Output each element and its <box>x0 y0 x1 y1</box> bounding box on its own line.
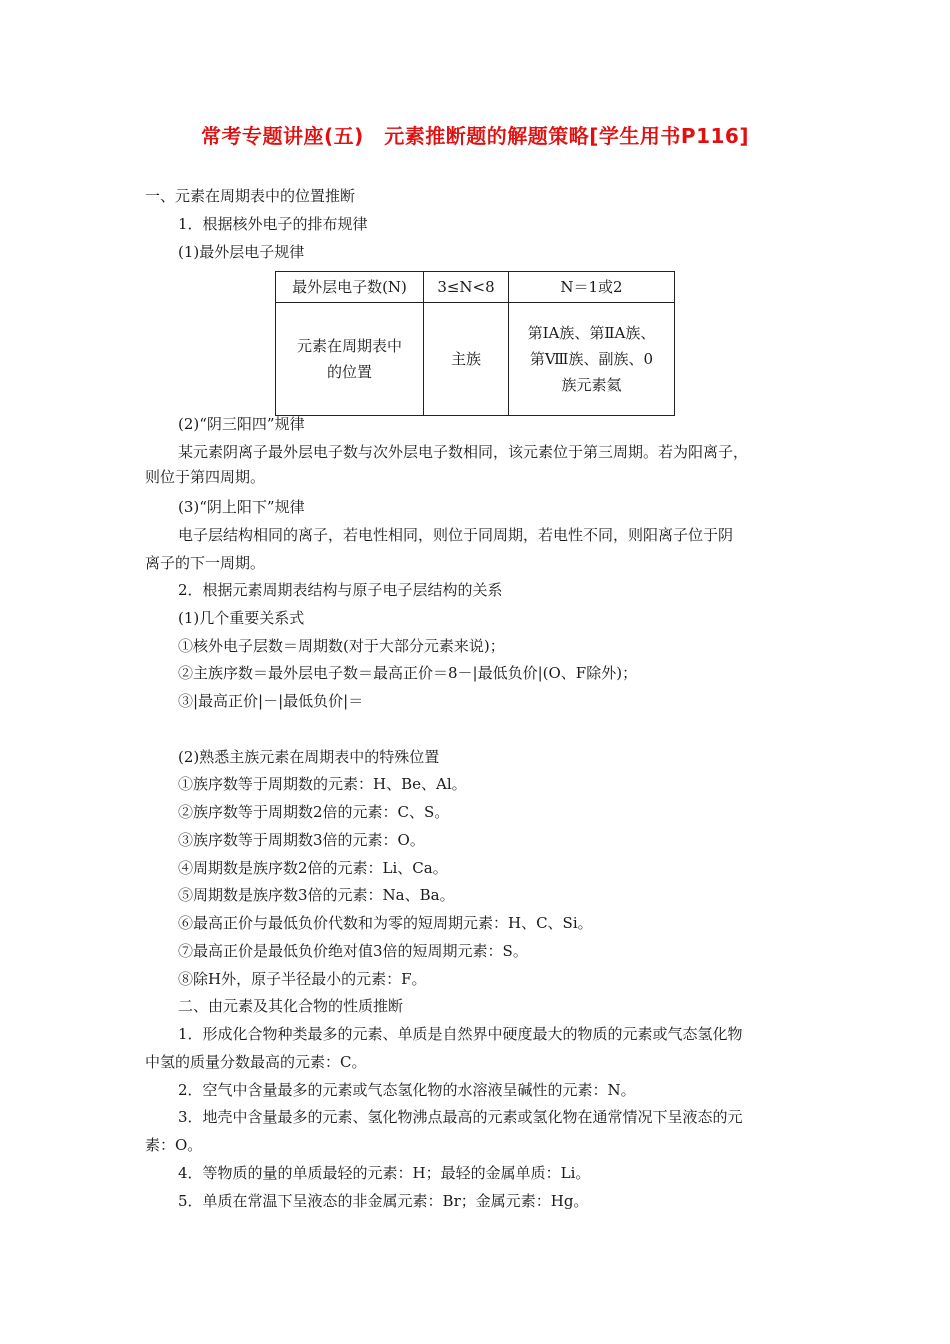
list-item: ⑥最高正价与最低负价代数和为零的短周期元素：H、C、Si。 <box>178 914 593 932</box>
paragraph-line: 5．单质在常温下呈液态的非金属元素：Br；金属元素：Hg。 <box>178 1192 589 1210</box>
list-item: ④周期数是族序数2倍的元素：Li、Ca。 <box>178 859 448 877</box>
subheading-1: 1．根据核外电子的排布规律 <box>178 215 368 233</box>
subheading-1-3: (3)“阴上阳下”规律 <box>178 498 305 516</box>
paragraph-line: 素：O。 <box>145 1136 203 1154</box>
document-title: 常考专题讲座(五) 元素推断题的解题策略[学生用书P116] <box>201 124 749 148</box>
list-item: ⑧除H外，原子半径最小的元素：F。 <box>178 970 427 988</box>
list-item: ②族序数等于周期数2倍的元素：C、S。 <box>178 803 450 821</box>
paragraph-line: 则位于第四周期。 <box>145 468 266 486</box>
paragraph-line: 电子层结构相同的离子，若电性相同，则位于同周期，若电性不同，则阳离子位于阴 <box>178 526 734 544</box>
list-item: ①族序数等于周期数的元素：H、Be、Al。 <box>178 775 467 793</box>
table-cell: 主族 <box>424 303 509 416</box>
subheading-2: 2．根据元素周期表结构与原子电子层结构的关系 <box>178 581 503 599</box>
list-item: ③|最高正价|－|最低负价|＝ <box>178 692 364 710</box>
table-row-label: 元素在周期表中的位置 <box>276 303 424 416</box>
paragraph-line: 2．空气中含量最多的元素或气态氢化物的水溶液呈碱性的元素：N。 <box>178 1081 636 1099</box>
table-header-cell: N＝1或2 <box>509 272 675 303</box>
subheading-2-1: (1)几个重要关系式 <box>178 609 305 627</box>
list-item: ⑤周期数是族序数3倍的元素：Na、Ba。 <box>178 886 455 904</box>
paragraph-line: 4．等物质的量的单质最轻的元素：H；最轻的金属单质：Li。 <box>178 1164 591 1182</box>
table-header-cell: 最外层电子数(N) <box>276 272 424 303</box>
section-heading-2: 二、由元素及其化合物的性质推断 <box>178 997 404 1015</box>
list-item: ③族序数等于周期数3倍的元素：O。 <box>178 831 425 849</box>
section-heading-1: 一、元素在周期表中的位置推断 <box>145 187 356 205</box>
paragraph-line: 中氢的质量分数最高的元素：C。 <box>145 1053 367 1071</box>
table-header-cell: 3≤N<8 <box>424 272 509 303</box>
paragraph-line: 3．地壳中含量最多的元素、氢化物沸点最高的元素或氢化物在通常情况下呈液态的元 <box>178 1108 743 1126</box>
subheading-2-2: (2)熟悉主族元素在周期表中的特殊位置 <box>178 748 440 766</box>
outer-electron-table <box>275 271 675 416</box>
subheading-1-2: (2)“阴三阳四”规律 <box>178 415 305 433</box>
list-item: ②主族序数＝最外层电子数＝最高正价＝8－|最低负价|(O、F除外)； <box>178 664 638 682</box>
paragraph-line: 某元素阴离子最外层电子数与次外层电子数相同，该元素位于第三周期。若为阳离子， <box>178 443 749 461</box>
paragraph-line: 离子的下一周期。 <box>145 554 266 572</box>
list-item: ⑦最高正价是最低负价绝对值3倍的短周期元素：S。 <box>178 942 528 960</box>
list-item: ①核外电子层数＝周期数(对于大部分元素来说)； <box>178 637 505 655</box>
subheading-1-1: (1)最外层电子规律 <box>178 243 305 261</box>
paragraph-line: 1．形成化合物种类最多的元素、单质是自然界中硬度最大的物质的元素或气态氢化物 <box>178 1025 743 1043</box>
table-cell: 第ⅠA族、第ⅡA族、第Ⅷ族、副族、0族元素氦 <box>509 303 675 416</box>
